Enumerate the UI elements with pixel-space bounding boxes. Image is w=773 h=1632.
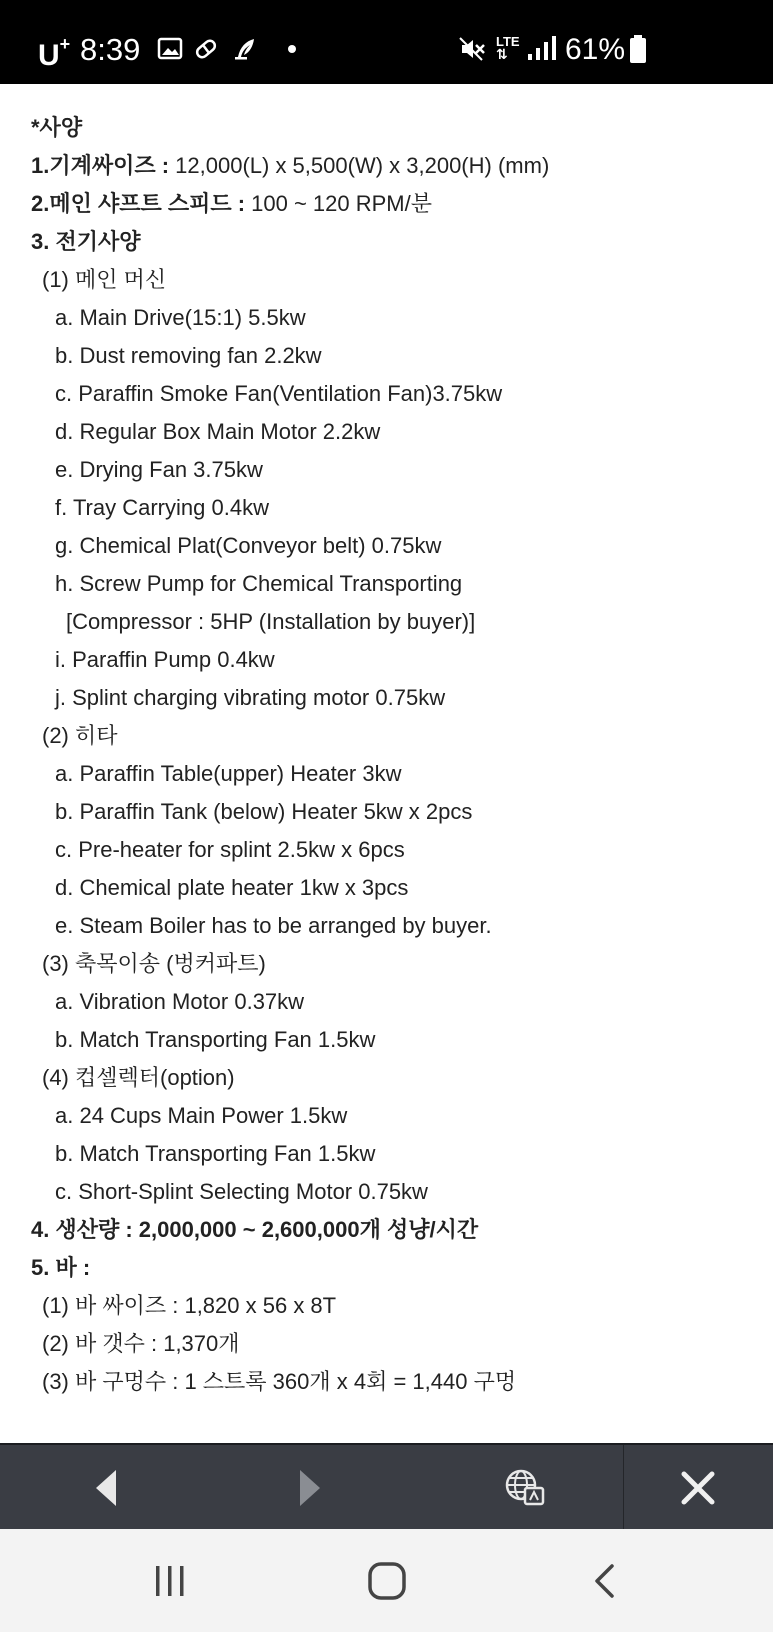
shaft-speed-line: 2.메인 샤프트 스피드 : 100 ~ 120 RPM/분 <box>31 191 432 216</box>
translate-icon <box>503 1468 547 1508</box>
list-item: i. Paraffin Pump 0.4kw <box>55 647 275 672</box>
list-item: b. Dust removing fan 2.2kw <box>55 343 322 368</box>
electrical-heading: 3. 전기사양 <box>31 229 141 254</box>
list-item: a. Vibration Motor 0.37kw <box>55 989 305 1014</box>
list-item-continuation: [Compressor : 5HP (Installation by buyer)] <box>66 609 476 634</box>
heater-heading: (2) 히타 <box>42 723 118 748</box>
production-line: 4. 생산량 : 2,000,000 ~ 2,600,000개 성냥/시간 <box>31 1217 479 1242</box>
recent-apps-icon <box>152 1564 188 1598</box>
list-item: b. Paraffin Tank (below) Heater 5kw x 2pcs <box>55 799 473 824</box>
forward-arrow-icon <box>298 1468 324 1508</box>
browser-toolbar <box>0 1443 773 1531</box>
mute-icon <box>458 36 486 62</box>
battery-percent: 61% <box>565 33 626 66</box>
list-item: a. 24 Cups Main Power 1.5kw <box>55 1103 348 1128</box>
list-item: h. Screw Pump for Chemical Transporting <box>55 571 463 596</box>
back-button[interactable] <box>50 1445 160 1531</box>
list-item: d. Chemical plate heater 1kw x 3pcs <box>55 875 409 900</box>
network-type: LTE ⇅ <box>496 34 520 62</box>
system-back-button[interactable] <box>554 1529 654 1632</box>
list-item: (2) 바 갯수 : 1,370개 <box>42 1331 240 1356</box>
list-item: d. Regular Box Main Motor 2.2kw <box>55 419 381 444</box>
gallery-icon <box>157 36 183 62</box>
main-machine-heading: (1) 메인 머신 <box>42 267 167 292</box>
system-nav-bar <box>0 1529 773 1632</box>
more-notifications-dot <box>288 45 296 53</box>
list-item: c. Short-Splint Selecting Motor 0.75kw <box>55 1179 428 1204</box>
quill-icon <box>232 36 258 62</box>
list-item: g. Chemical Plat(Conveyor belt) 0.75kw <box>55 533 442 558</box>
list-item: (1) 바 싸이즈 : 1,820 x 56 x 8T <box>42 1293 337 1318</box>
list-item: b. Match Transporting Fan 1.5kw <box>55 1027 376 1052</box>
page-content <box>0 84 773 1444</box>
machine-size-line: 1.기계싸이즈 : 12,000(L) x 5,500(W) x 3,200(H) (mm) <box>31 153 550 178</box>
back-icon <box>592 1563 616 1599</box>
list-item: e. Steam Boiler has to be arranged by buyer. <box>55 913 492 938</box>
close-button[interactable] <box>646 1445 750 1531</box>
list-item: a. Main Drive(15:1) 5.5kw <box>55 305 306 330</box>
status-bar <box>0 0 773 84</box>
list-item: c. Paraffin Smoke Fan(Ventilation Fan)3.75kw <box>55 381 503 406</box>
back-arrow-icon <box>92 1468 118 1508</box>
clock: 8:39 <box>80 32 141 67</box>
signal-icon <box>527 34 559 62</box>
close-icon <box>681 1471 715 1505</box>
toolbar-divider <box>623 1445 624 1531</box>
list-item: b. Match Transporting Fan 1.5kw <box>55 1141 376 1166</box>
home-button[interactable] <box>337 1529 437 1632</box>
list-item: f. Tray Carrying 0.4kw <box>55 495 269 520</box>
list-item: j. Splint charging vibrating motor 0.75kw <box>55 685 446 710</box>
recent-apps-button[interactable] <box>120 1529 220 1632</box>
collector-heading: (4) 컵셀렉터(option) <box>42 1065 235 1090</box>
pill-icon <box>193 36 219 62</box>
transfer-heading: (3) 축목이송 (벙커파트) <box>42 951 266 976</box>
list-item: (3) 바 구멍수 : 1 스트록 360개 x 4회 = 1,440 구멍 <box>42 1369 517 1394</box>
list-item: e. Drying Fan 3.75kw <box>55 457 263 482</box>
list-item: c. Pre-heater for splint 2.5kw x 6pcs <box>55 837 405 862</box>
forward-button[interactable] <box>256 1445 366 1531</box>
spec-heading: *사양 <box>31 115 83 140</box>
home-icon <box>367 1561 407 1601</box>
battery-icon <box>630 35 646 63</box>
bar-heading: 5. 바 : <box>31 1255 91 1280</box>
translate-button[interactable] <box>470 1445 580 1531</box>
carrier-label: U+ <box>38 34 71 72</box>
list-item: a. Paraffin Table(upper) Heater 3kw <box>55 761 402 786</box>
